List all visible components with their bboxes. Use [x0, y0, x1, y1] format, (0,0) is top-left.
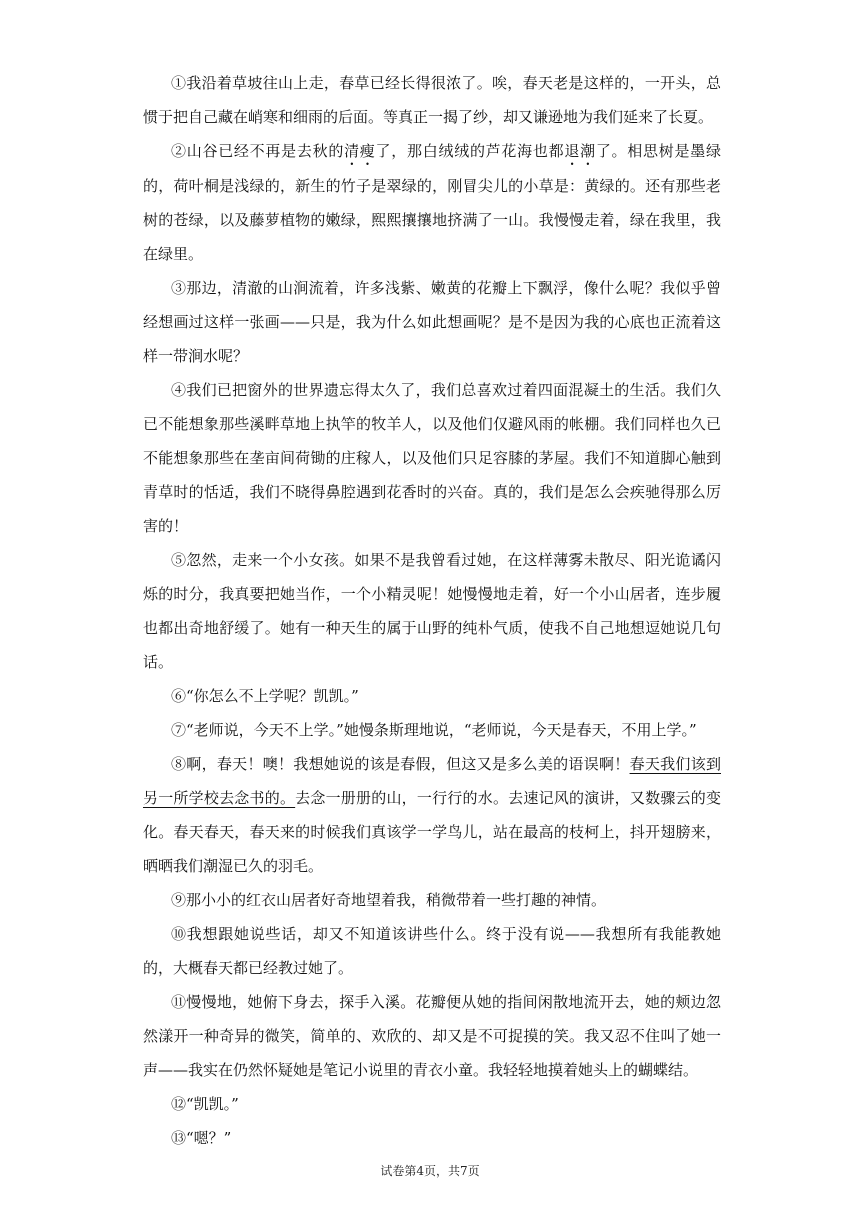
paragraph-9: ⑨那小小的红衣山居者好奇地望着我，稍微带着一些打趣的神情。 [171, 891, 607, 909]
paragraph-4: ④我们已把窗外的世界遗忘得太久了，我们总喜欢过着四面混凝土的生活。我们久已不能想象那些溪畔草地上执竿的牧羊人，以及他们仅避风雨的帐棚。我们同样也久已不能想象那些在垄亩间荷锄的庄稼人，以及他们只足容膝的茅屋。我们不知道脚心触到青草时的恬适，我们不晓得鼻腔遇到花香时的兴奋。真的，我们是怎么会疾驰得那么厉害的！ [143, 381, 721, 535]
paragraph-8 [143, 747, 721, 883]
paragraph-8-text-b: 去念一册册的山，一行行的水。去速记风的演讲，又数骤云的变化。春天春天，春天来的时候我们真该学一学鸟儿，站在最高的枝柯上，抖开翅膀来，晒晒我们潮湿已久的羽毛。 [143, 789, 721, 875]
paragraph-11: ⑪慢慢地，她俯下身去，探手入溪。花瓣便从她的指间闲散地流开去，她的颊边忽然漾开一种奇异的微笑，简单的、欢欣的、却又是不可捉摸的笑。我又忍不住叫了她一声——我实在仍然怀疑她是笔记小说里的青衣小童。我轻轻地摸着她头上的蝴蝶结。 [143, 993, 721, 1079]
paragraph-2 [143, 134, 721, 271]
article-body [143, 66, 721, 1155]
paragraph-13: ⑬“嗯？” [171, 1129, 232, 1147]
page-footer: 试卷第4页，共7页 [380, 1164, 480, 1178]
emphasized-word-tuichao: 退潮 [564, 142, 596, 160]
paragraph-6: ⑥“你怎么不上学呢？凯凯。” [171, 687, 359, 705]
paragraph-2-text-a: ②山谷已经不再是去秋的 [171, 142, 345, 160]
underlined-sentence: 春天我们该到另一所学校去念书的。 [143, 755, 721, 807]
paragraph-3: ③那边，清澈的山涧流着，许多浅紫、嫩黄的花瓣上下飘浮，像什么呢？我似乎曾经想画过这样一张画——只是，我为什么如此想画呢？是不是因为我的心底也正流着这样一带涧水呢？ [143, 279, 721, 365]
emphasized-word-qingshou: 清瘦 [344, 142, 376, 160]
paragraph-10: ⑩我想跟她说些话，却又不知道该讲些什么。终于没有说——我想所有我能教她的，大概春天都已经教过她了。 [143, 925, 721, 977]
paragraph-8-text-a: ⑧啊，春天！噢！我想她说的该是春假，但这又是多么美的语误啊！ [171, 755, 630, 773]
paragraph-5: ⑤忽然，走来一个小女孩。如果不是我曾看过她，在这样薄雾未散尽、阳光诡谲闪烁的时分，我真要把她当作，一个小精灵呢！她慢慢地走着，好一个小山居者，连步履也都出奇地舒缓了。她有一种天生的属于山野的纯朴气质，使我不自己地想逗她说几句话。 [143, 551, 721, 671]
paragraph-7: ⑦“老师说，今天不上学。”她慢条斯理地说，“老师说，今天是春天，不用上学。” [171, 721, 697, 739]
paragraph-1: ①我沿着草坡往山上走，春草已经长得很浓了。唉，春天老是这样的，一开头，总惯于把自己藏在峭寒和细雨的后面。等真正一揭了纱，却又谦逊地为我们延来了长夏。 [143, 74, 721, 126]
paragraph-2-text-c: 了。相思树是墨绿的，荷叶桐是浅绿的，新生的竹子是翠绿的，刚冒尖儿的小草是：黄绿的。还有那些老树的苍绿，以及藤萝植物的嫩绿，熙熙攘攘地挤满了一山。我慢慢走着，绿在我里，我在绿里。 [143, 142, 721, 263]
paragraph-2-text-b: 了，那白绒绒的芦花海也都 [375, 142, 565, 160]
paragraph-12: ⑫“凯凯。” [171, 1095, 239, 1113]
